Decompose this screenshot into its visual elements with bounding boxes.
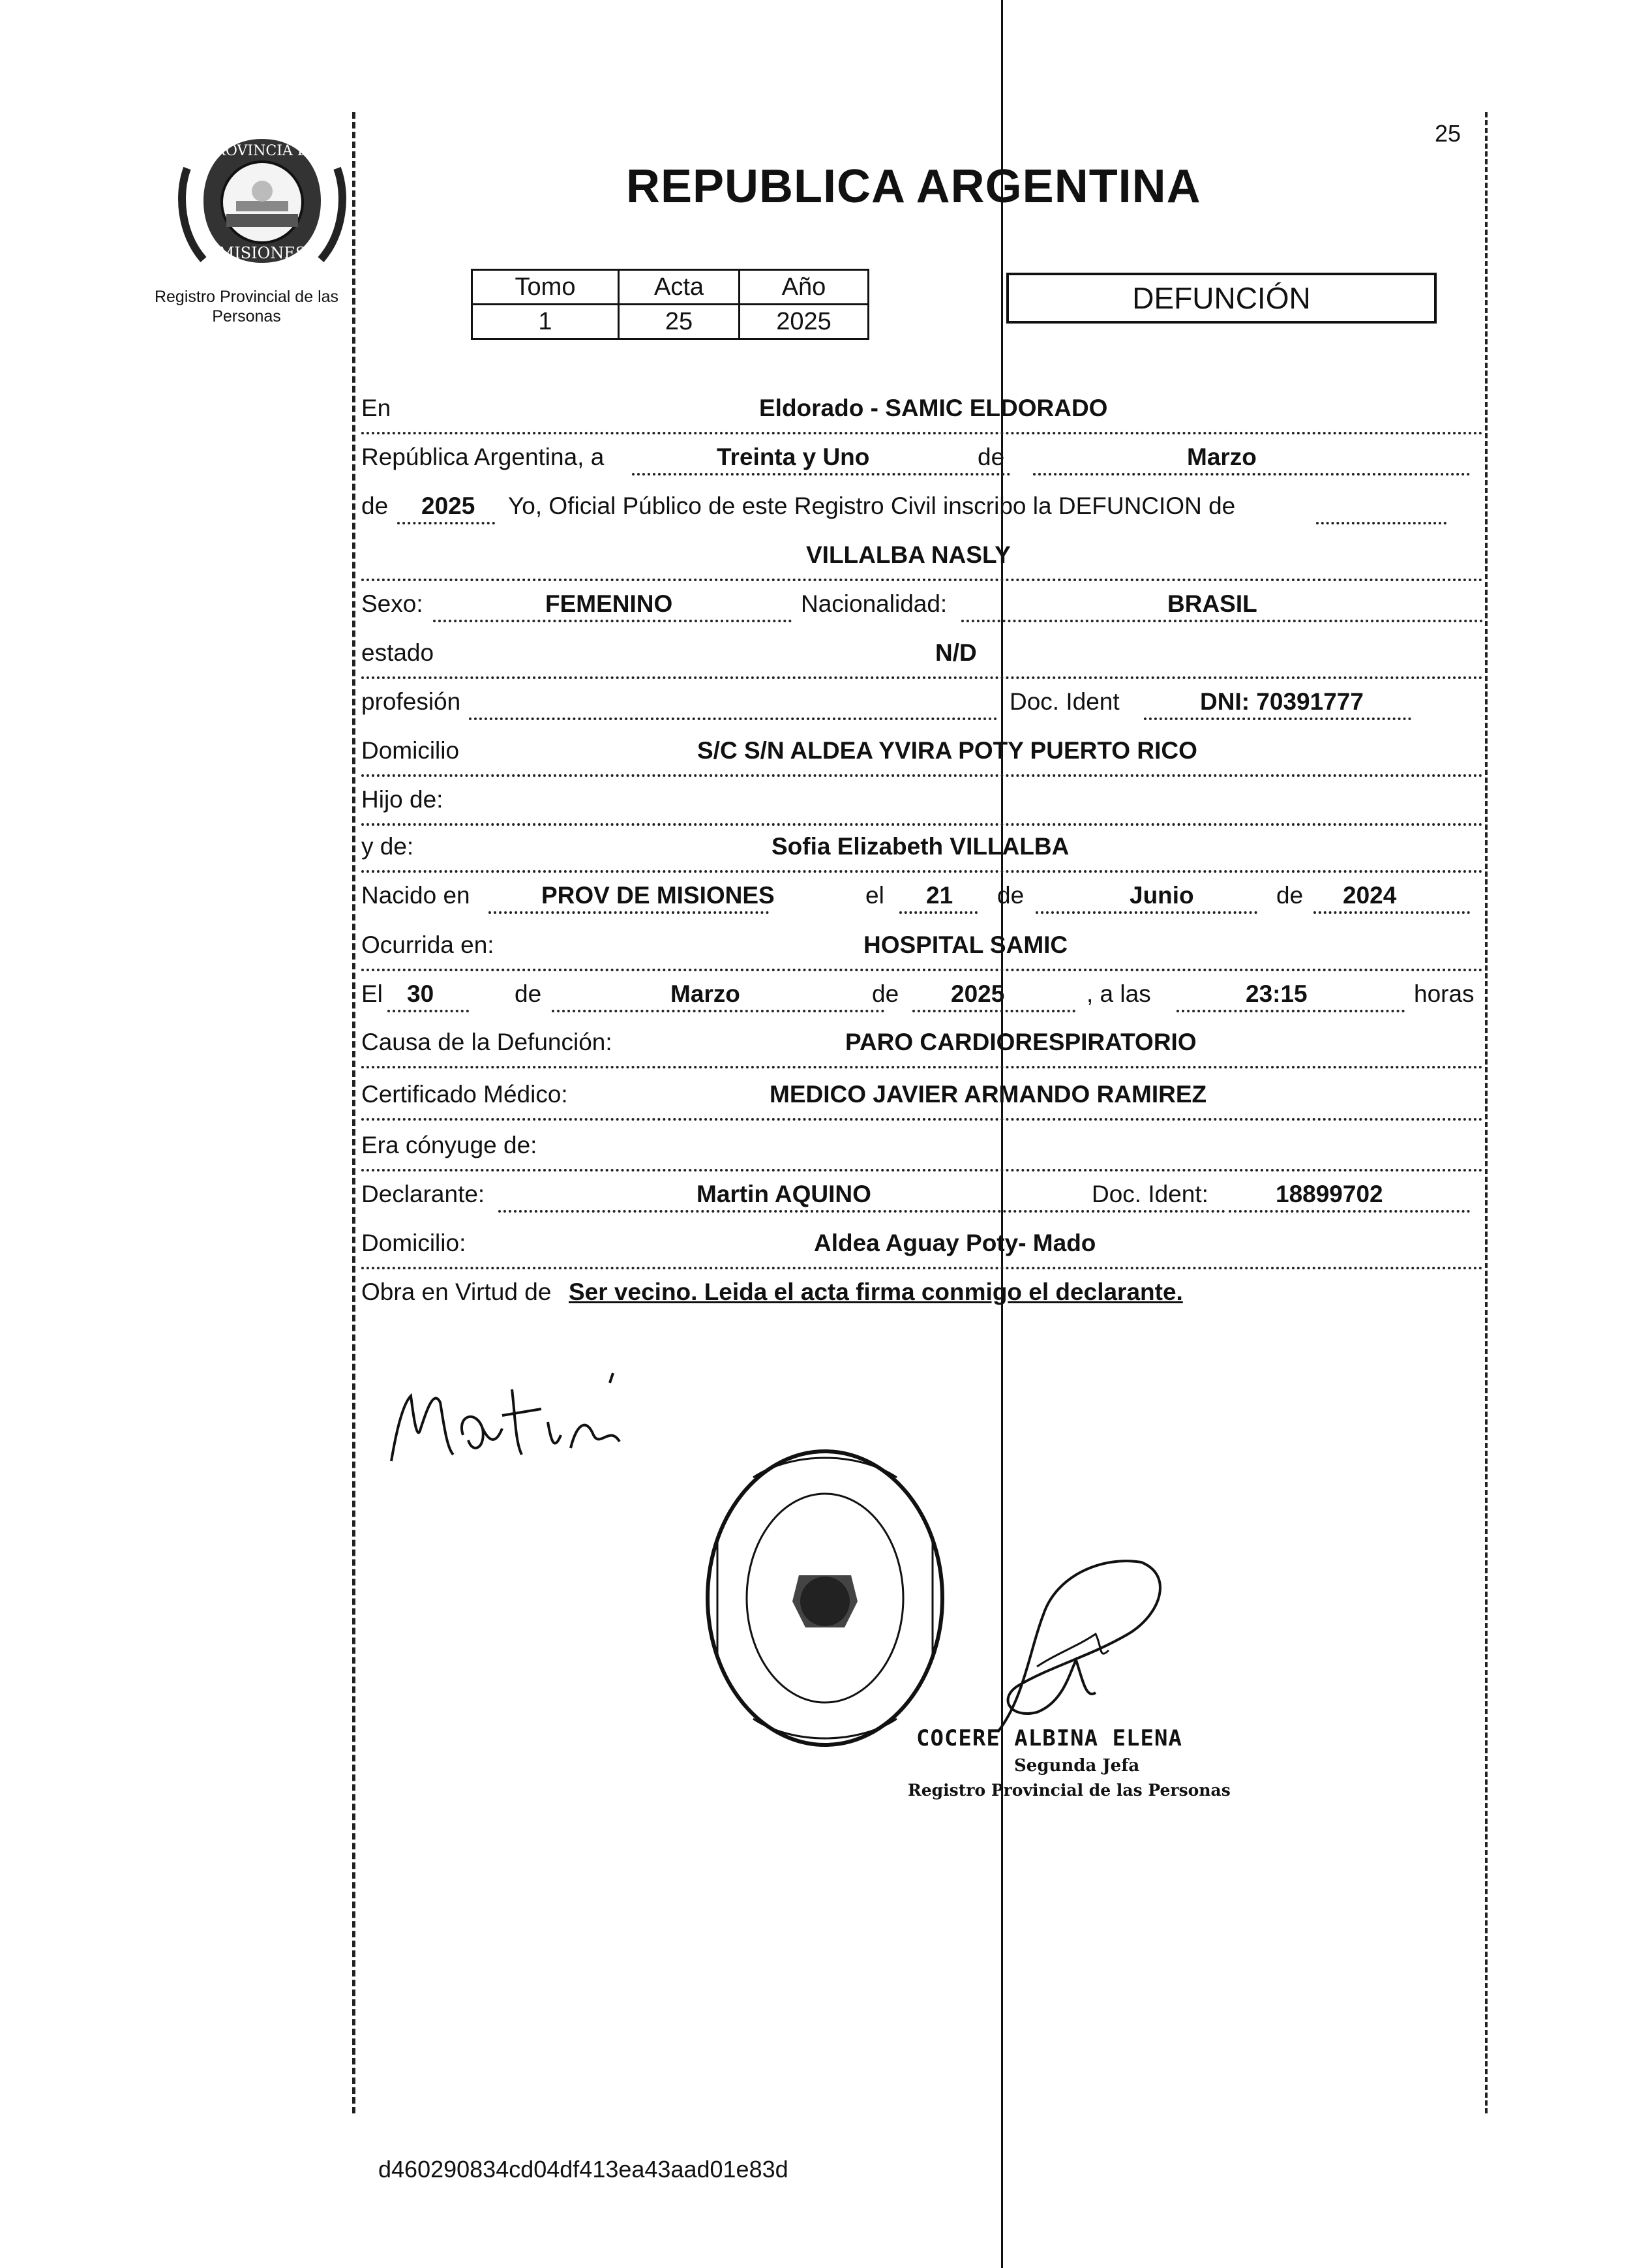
domicilio2-label: Domicilio: (361, 1230, 466, 1256)
horas-label: horas (1414, 980, 1475, 1007)
ocurrida-label: Ocurrida en: (361, 931, 494, 958)
madre-value: Sofia Elizabeth VILLALBA (772, 833, 1070, 860)
document-hash: d460290834cd04df413ea43aad01e83d (378, 2156, 788, 2183)
doc-ident2-label: Doc. Ident: (1092, 1181, 1208, 1207)
hijo-label: Hijo de: (361, 786, 443, 813)
record-type-box: DEFUNCIÓN (1006, 273, 1437, 324)
nac-dia-value: 21 (926, 882, 953, 909)
logo-bottom-text: MISIONES (218, 244, 307, 262)
nacido-en-value: PROV DE MISIONES (541, 882, 775, 909)
sexo-label: Sexo: (361, 590, 423, 617)
left-margin-line (352, 112, 355, 2113)
province-seal-logo (164, 129, 360, 279)
hora-value: 23:15 (1246, 980, 1308, 1007)
y-de-label: y de: (361, 833, 414, 860)
obra-label: Obra en Virtud de (361, 1278, 552, 1305)
tomo-header: Tomo (472, 270, 619, 305)
de-label-4: de (1276, 882, 1304, 909)
nacido-label: Nacido en (361, 882, 470, 909)
oficial-registro: Registro Provincial de las Personas (908, 1781, 1231, 1800)
issuer-label: Registro Provincial de las Personas (154, 288, 339, 325)
form-row-causa (361, 1019, 1483, 1068)
de-label-2: de (361, 492, 389, 519)
form-row-fecha (361, 434, 1483, 481)
form-row-domicilio-declarante (361, 1220, 1483, 1269)
de-label-3: de (997, 882, 1025, 909)
form-row-estado (361, 629, 1483, 679)
nacionalidad-label: Nacionalidad: (801, 590, 948, 617)
el-label-2: El (361, 980, 383, 1007)
official-signature (972, 1536, 1174, 1751)
form-row-inscribo (361, 483, 1483, 530)
el-label: el (865, 882, 884, 909)
form-row-obra (361, 1269, 1483, 1316)
estado-label: estado (361, 639, 434, 666)
doc-ident2-value: 18899702 (1276, 1181, 1383, 1207)
nac-anio-value: 2024 (1343, 882, 1397, 909)
def-anio-value: 2025 (951, 980, 1005, 1007)
form-row-en (361, 385, 1483, 434)
form-row-ocurrida (361, 922, 1483, 971)
certificado-value: MEDICO JAVIER ARMANDO RAMIREZ (770, 1081, 1207, 1108)
form-row-declarante (361, 1171, 1483, 1218)
right-margin-line (1485, 112, 1488, 2113)
causa-value: PARO CARDIORESPIRATORIO (845, 1029, 1197, 1055)
difunto-nombre: VILLALBA NASLY (806, 541, 1011, 568)
domicilio-label: Domicilio (361, 737, 460, 764)
anio-header: Año (740, 270, 869, 305)
republica-label: República Argentina, a (361, 444, 605, 470)
anio-inscripcion: 2025 (421, 492, 475, 519)
form-row-hijo (361, 776, 1483, 826)
form-row-conyuge (361, 1122, 1483, 1172)
anio-value: 2025 (740, 305, 869, 339)
form-row-nacido (361, 872, 1483, 919)
acta-value: 25 (619, 305, 740, 339)
form-row-nombre (361, 532, 1483, 581)
ocurrida-value: HOSPITAL SAMIC (863, 931, 1068, 958)
a-las-label: , a las (1086, 980, 1151, 1007)
causa-label: Causa de la Defunción: (361, 1029, 612, 1055)
page-title: REPUBLICA ARGENTINA (626, 160, 1201, 213)
nacionalidad-value: BRASIL (1167, 590, 1257, 617)
mes-value: Marzo (1187, 444, 1257, 470)
form-row-sexo (361, 581, 1483, 627)
domicilio2-value: Aldea Aguay Poty- Mado (814, 1230, 1096, 1256)
declarante-label: Declarante: (361, 1181, 485, 1207)
en-label: En (361, 395, 391, 421)
dia-texto: Treinta y Uno (717, 444, 870, 470)
de-label-1: de (978, 444, 1005, 470)
oficial-nombre: COCERE ALBINA ELENA (916, 1725, 1182, 1751)
domicilio-value: S/C S/N ALDEA YVIRA POTY PUERTO RICO (697, 737, 1197, 764)
logo-top-text: PROVINCIA DE (205, 143, 320, 159)
certificado-label: Certificado Médico: (361, 1081, 568, 1108)
obra-value: Ser vecino. Leida el acta firma conmigo el declarante. (569, 1278, 1183, 1305)
declarante-signature (385, 1363, 711, 1481)
doc-ident-label: Doc. Ident (1010, 688, 1120, 715)
estado-value: N/D (935, 639, 977, 666)
declarante-value: Martin AQUINO (697, 1181, 871, 1207)
profesion-label: profesión (361, 688, 461, 715)
def-mes-value: Marzo (670, 980, 740, 1007)
de-label-6: de (872, 980, 899, 1007)
form-row-profesion (361, 678, 1483, 725)
inscribo-text: Yo, Oficial Público de este Registro Civil inscribo la DEFUNCION de (508, 492, 1236, 519)
oficial-cargo: Segunda Jefa (1014, 1756, 1140, 1776)
en-value: Eldorado - SAMIC ELDORADO (759, 395, 1108, 421)
form-row-madre (361, 823, 1483, 873)
sexo-value: FEMENINO (545, 590, 673, 617)
record-reference-table (471, 269, 869, 340)
conyuge-label: Era cónyuge de: (361, 1132, 537, 1158)
doc-ident-value: DNI: 70391777 (1200, 688, 1364, 715)
acta-header: Acta (619, 270, 740, 305)
de-label-5: de (515, 980, 542, 1007)
form-row-certificado (361, 1071, 1483, 1121)
form-row-fecha-defuncion (361, 971, 1483, 1018)
tomo-value: 1 (472, 305, 619, 339)
official-stamp (701, 1445, 949, 1751)
nac-mes-value: Junio (1130, 882, 1194, 909)
def-dia-value: 30 (407, 980, 434, 1007)
form-row-domicilio (361, 727, 1483, 777)
page-number: 25 (1435, 120, 1461, 147)
